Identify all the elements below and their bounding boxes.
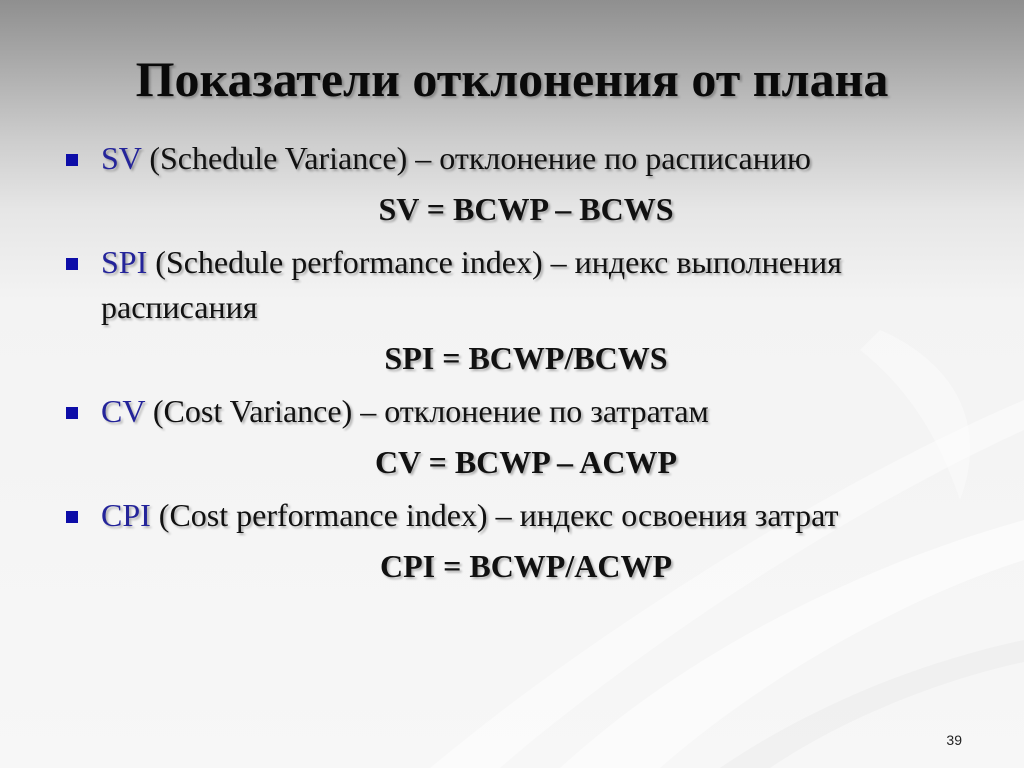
term-abbreviation: SV [101,140,142,176]
list-item-cv [62,389,962,434]
list-item-cpi [62,493,962,538]
list-item-spi [62,240,962,330]
formula-spi: SPI = BCWP/BCWS [384,340,668,376]
bullet-list [62,136,962,597]
formula-cv: CV = BCWP – ACWP [374,444,678,480]
term-abbreviation: CV [101,393,145,429]
square-bullet-icon [66,258,78,270]
square-bullet-icon [66,154,78,166]
square-bullet-icon [66,407,78,419]
slide-title: Показатели отклонения от плана [135,51,889,107]
term-abbreviation: SPI [101,244,148,280]
formula-cpi: CPI = BCWP/ACWP [380,548,672,584]
term-description: (Schedule Variance) – отклонение по расписанию [141,140,811,176]
formula-sv: SV = BCWP – BCWS [378,191,674,227]
square-bullet-icon [66,511,78,523]
term-description: (Schedule performance index) – индекс выполнения расписания [101,244,842,325]
page-number: 39 [946,732,962,748]
term-abbreviation: CPI [101,497,151,533]
term-description: (Cost Variance) – отклонение по затратам [144,393,709,429]
list-item-sv [62,136,962,181]
term-description: (Cost performance index) – индекс освоения затрат [150,497,839,533]
